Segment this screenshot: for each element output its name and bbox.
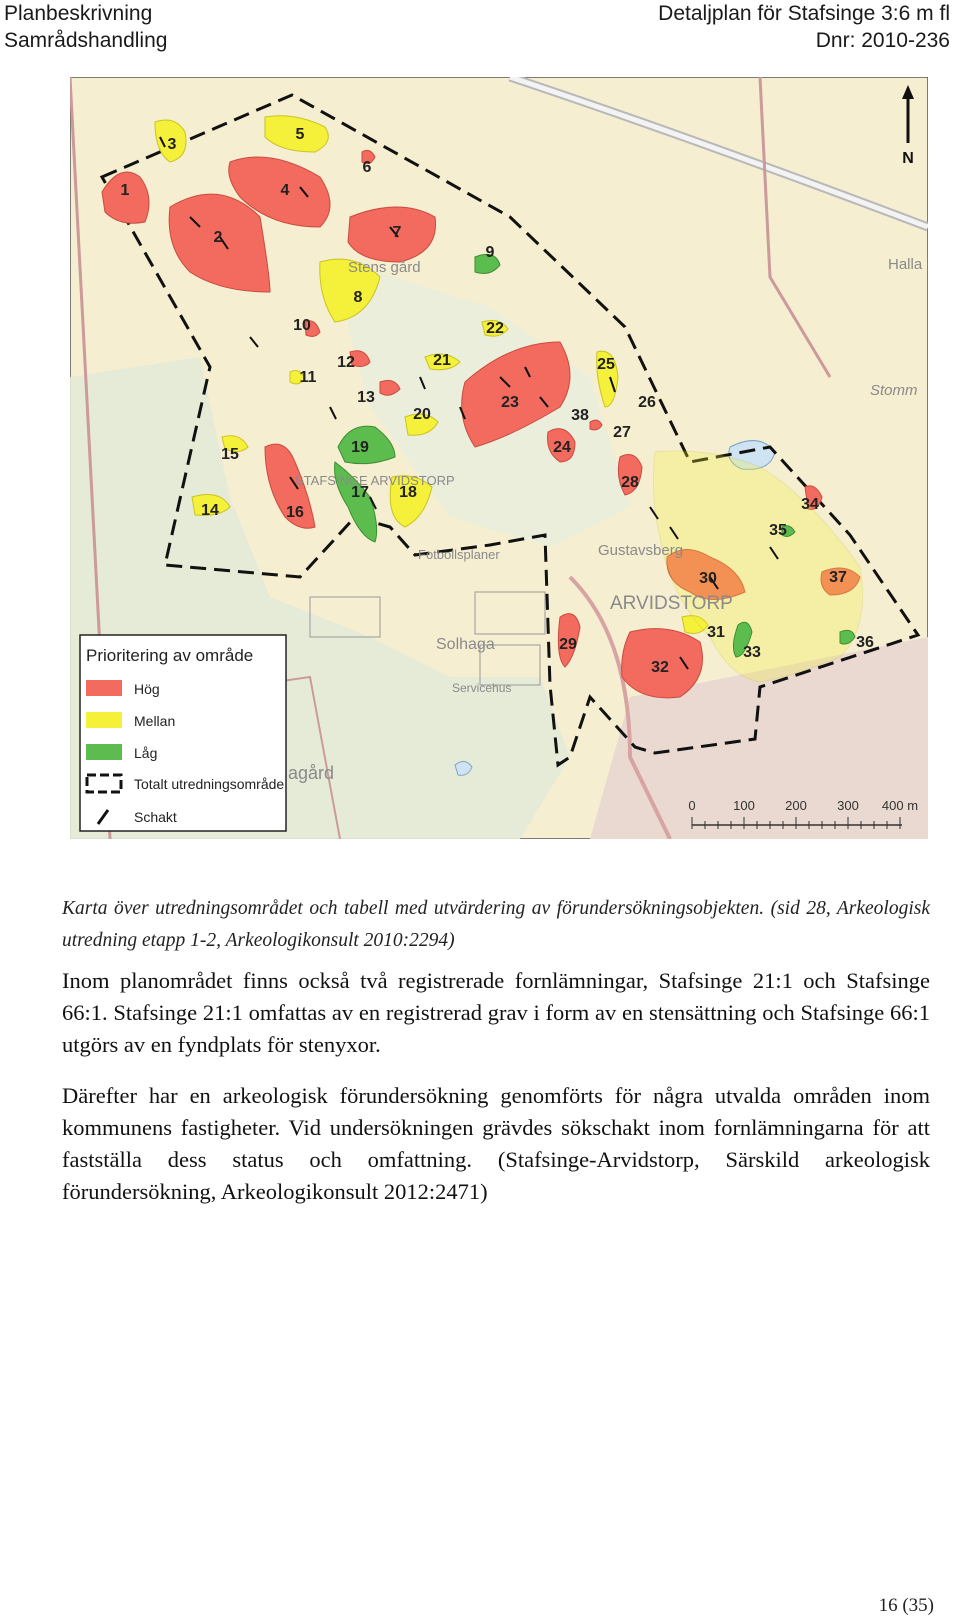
body-paragraph: Inom planområdet finns också två registrerade fornlämningar, Stafsinge 21:1 och Stafsinge 66:1. Stafsinge 21:1 omfattas av en registrerad grav i form av en stensättning och Stafsinge 66:1 utgörs av en fyndplats för stenyxor. [62,968,930,1057]
object-label: 29 [559,636,577,653]
scale-label: 100 [733,798,755,813]
legend-swatch-high [86,680,122,696]
object-label: 4 [280,182,290,199]
object-label: 24 [553,439,571,456]
place-label: Halla [888,256,923,273]
reference-number: Dnr: 2010-236 [815,29,950,52]
legend-label: Låg [134,745,158,761]
object-label: 14 [201,502,219,519]
header-right [658,0,950,54]
object-label: 20 [413,406,431,423]
place-label: Fotbollsplaner [418,547,500,562]
object-label: 37 [829,569,847,586]
place-label: ARVIDSTORP [610,593,733,614]
object-label: 8 [353,289,363,306]
object-label: 6 [362,159,372,176]
object-label: 18 [399,484,417,501]
body-paragraph: Därefter har en arkeologisk förundersökning genomförts för några utvalda områden inom kommunens fastigheter. Vid undersökningen grävdes sökschakt inom fornlämningarna för att fastställa dess status och omfattning. (Stafsinge-Arvidstorp, Särskild arkeologisk förundersökning, Arkeologikonsult 2012:2471) [62,1083,930,1204]
object-label: 7 [392,224,402,241]
object-label: 36 [856,634,874,651]
object-label: 15 [221,446,239,463]
object-label: 16 [286,504,304,521]
scale-label: 200 [785,798,807,813]
scale-label: 300 [837,798,859,813]
object-label: 11 [299,369,317,386]
scale-label: 400 m [881,798,919,813]
object-label: 30 [699,570,717,587]
plan-title: Detaljplan för Stafsinge 3:6 m fl [658,2,950,25]
place-label: Servicehus [452,681,512,695]
object-label: 35 [769,522,787,539]
object-label: 27 [613,424,631,441]
object-label: 9 [485,244,495,261]
legend-label: Hög [134,681,160,697]
object-label: 31 [707,624,725,641]
legend-title: Prioritering av område [86,646,254,665]
object-label: 1 [120,182,130,199]
object-label: 28 [621,474,639,491]
survey-map [70,77,928,839]
page-number: 16 (35) [878,1595,934,1616]
object-label: 10 [293,317,311,334]
legend-label: Mellan [134,713,176,729]
header-left [4,0,167,54]
place-label: Stens gård [348,259,421,276]
north-label: N [902,150,914,167]
object-label: 2 [213,229,223,246]
object-label: 21 [433,352,451,369]
object-label: 13 [357,389,375,406]
object-label: 5 [295,126,305,143]
object-label: 12 [337,354,355,371]
object-label: 23 [501,394,519,411]
legend-swatch-medium [86,712,122,728]
object-label: 17 [351,484,369,501]
legend-swatch-low [86,744,122,760]
object-label: 25 [597,356,615,373]
object-label: 33 [743,644,761,661]
object-label: 38 [571,407,589,424]
place-label: STAFSINGE ARVIDSTORP [295,473,455,488]
place-label: agård [288,763,335,783]
object-label: 32 [651,659,669,676]
object-label: 3 [167,136,177,153]
map-legend [80,635,286,831]
object-label: 34 [801,496,819,513]
object-label: 26 [638,394,656,411]
legend-label: Schakt [134,809,177,825]
object-label: 22 [486,320,504,337]
legend-label: Totalt utredningsområde [134,776,285,792]
scale-label: 0 [688,798,696,813]
doc-stage: Samrådshandling [4,29,168,52]
doc-type: Planbeskrivning [4,2,153,25]
object-label: 19 [351,439,369,456]
place-label: Solhaga [436,636,495,653]
figure-caption: Karta över utredningsområdet och tabell med utvärdering av förundersökningsobjekten. (sid 28, Arkeologisk utredning etapp 1-2, Arkeologikonsult 2010:2294) [62,898,930,951]
place-label: Gustavsberg [598,542,684,559]
place-label: Stomm [870,382,918,399]
